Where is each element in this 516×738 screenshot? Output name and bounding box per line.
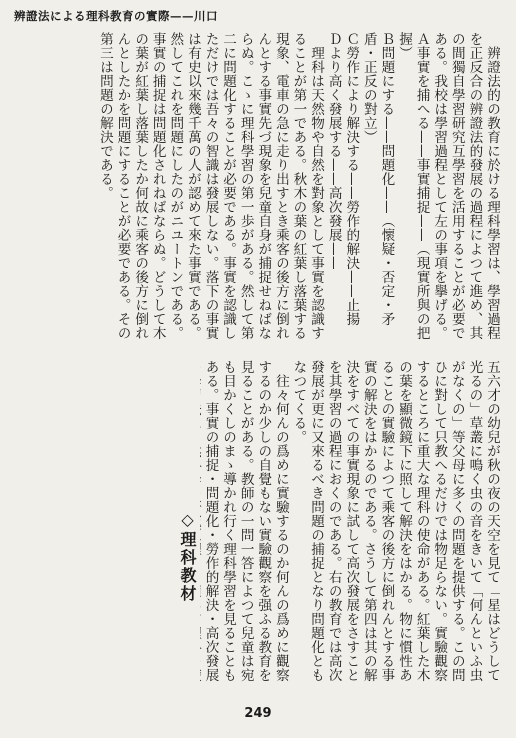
step-a: Ａ事實を捕へる——事實捕捉——（現實所與の把握） bbox=[396, 32, 430, 340]
page-number: 249 bbox=[244, 706, 272, 721]
paragraph-children: 五六才の幼兒が秋の夜の天空を見て「星はどうして光るの」草叢に鳴く虫の音をきいて「何んといふ虫がなくの」等父母に多くの問題を提供する。この問ひに對して只教へるだけでは物足らない。實驗觀察するところに重大な理科の使命がある。紅葉した木の葉を顯微鏡下に照して解決をはかる。物に慣性あることの實驗によつて乘客の後方に倒れんとする事實の解決をはかるのである。さうして第四は其の解決をすべての事實現象に試して高次發展をさすことを其學習の過程におくのである。右の教育では高次發展が更に又來るべき問題の捕捉となり問題化ともなつてくる。 bbox=[290, 360, 500, 682]
paragraph-body: 理科は天然物や自然を對象として事實を認識することが第一である。秋木の葉の紅葉し落葉する現象、電車の急に走り出すとき乘客の後方に倒れんとする事實先づ現象を兒童自身が捕捉せねばならぬ。こゝに理科學習の第一歩がある。然して第二に問題化することが必要である。事實を認識しただけでは吾々の智識は發展しない。落下の事實は有史以來幾千萬の人が認めて來た事實である。然してこれを問題にしたのがニユートンである。事實の捕捉は問題化されねばならぬ。どうして木の葉が紅葉し落葉したか何故に乘客の後方に倒れんとしたかを問題にすることが必要である。その第三は問題の解決である。 bbox=[96, 32, 325, 340]
lower-text-block bbox=[200, 360, 500, 682]
step-d: Ｄより高く發展する——高次發展—— bbox=[325, 32, 342, 270]
upper-text-block bbox=[48, 32, 500, 350]
step-b: Ｂ問題にする——問題化——（懷疑・否定・矛盾・正反の對立） bbox=[360, 32, 395, 326]
section-heading: ◇理科教材 bbox=[178, 510, 197, 603]
brace-note: 止揚 bbox=[343, 297, 360, 326]
step-c-text: Ｃ勞作により解決する——勞作的解決—— bbox=[343, 32, 360, 298]
running-head: 辨證法による理科教育の實際——川口 bbox=[14, 9, 218, 23]
paragraph-intro: 辨證法的の教育に於ける理科學習は、學習過程を正反合の辨證法的發展の過程によつて進め、其の間獨自學習研究互學習を活用することが必要である。我校は學習過程として左の事項を擧げる。 bbox=[431, 32, 500, 340]
paragraph-conclusion: 往々何んの爲めに實驗するのか何んの爲めに觀察するのか少しの自覺もない實驗觀察を强ふる教育を見ることがある。教師の一問一答によつて兒童は宛も目かくしのまゝ導かれ行く理科學習を見ることもある。事實の捕捉・問題化・勞作的解決・高次發展 bbox=[202, 360, 289, 682]
step-c bbox=[342, 32, 360, 350]
